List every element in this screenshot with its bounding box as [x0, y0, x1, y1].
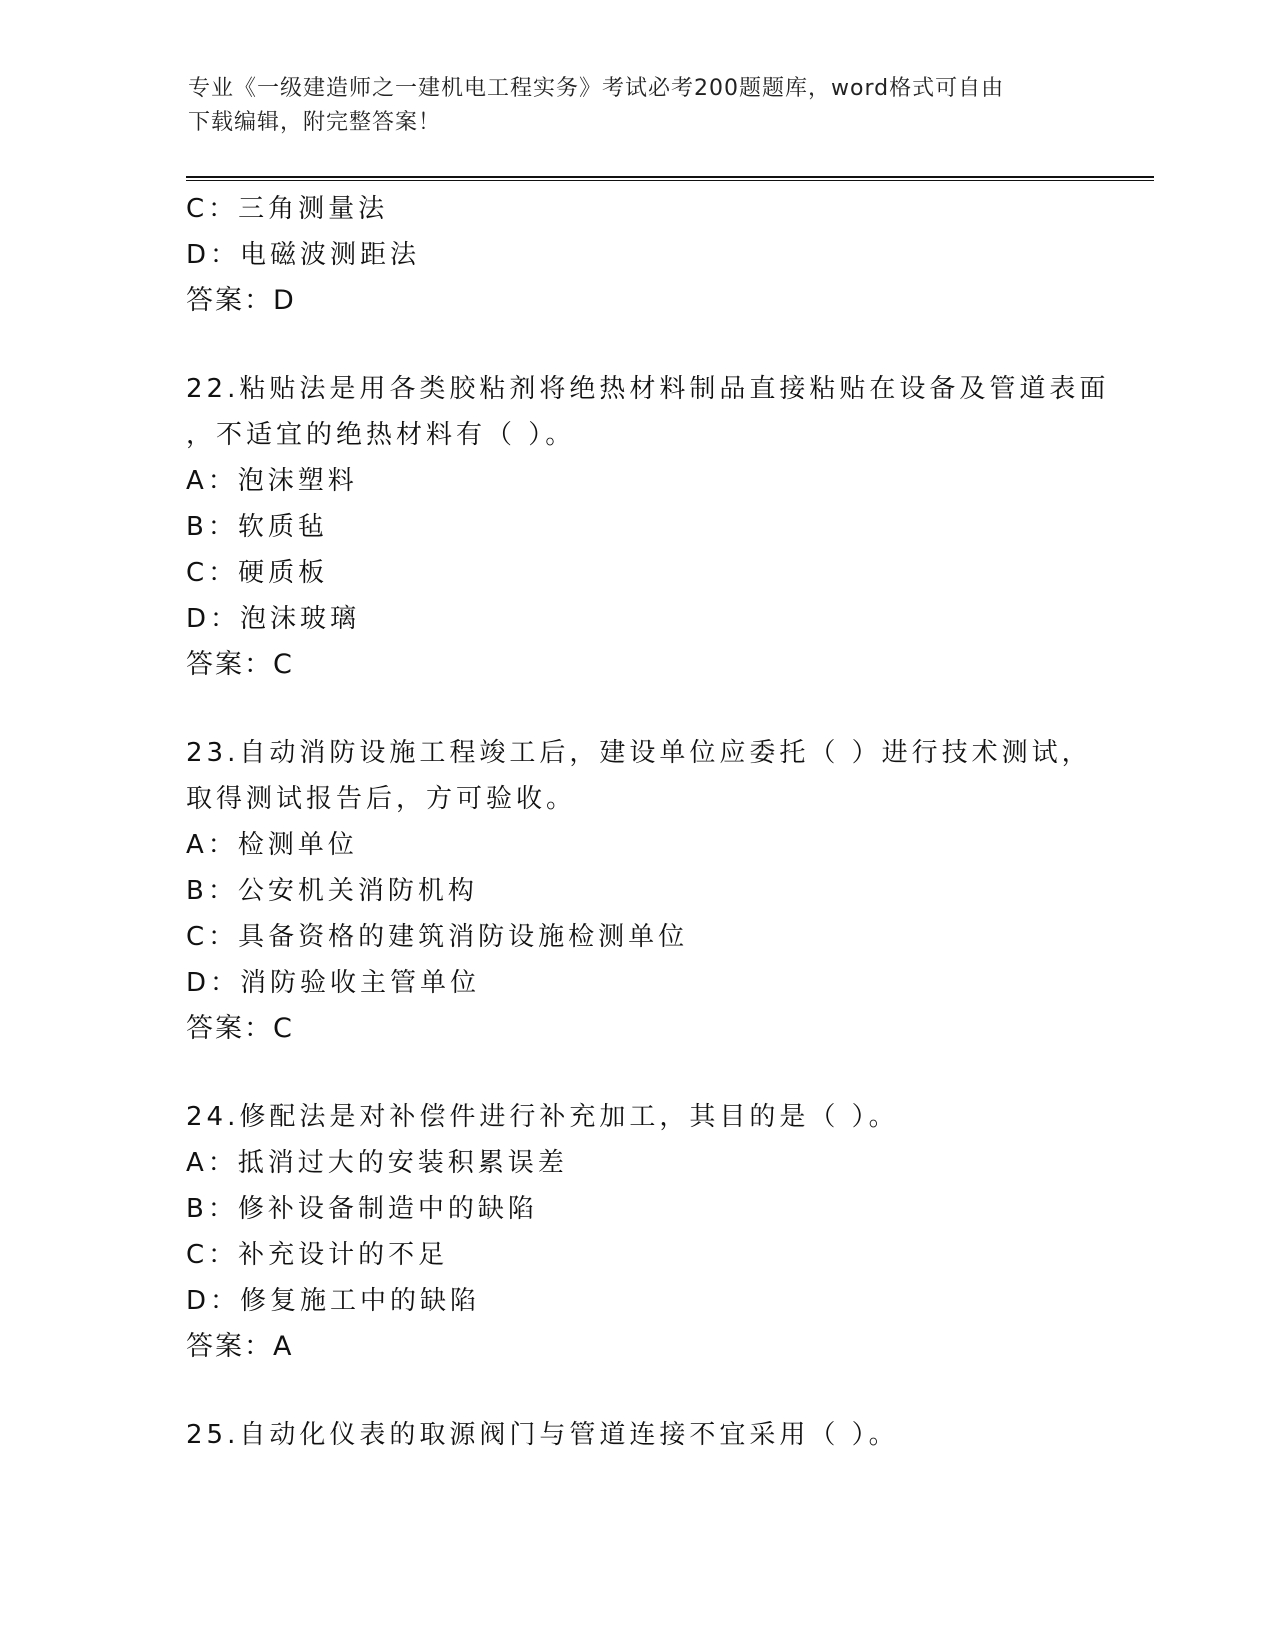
option-a: A：抵消过大的安装积累误差	[186, 1148, 568, 1178]
spacer	[186, 1370, 1106, 1412]
answer: 答案：C	[186, 1013, 294, 1044]
header-line-2: 下载编辑，附完整答案！	[188, 110, 442, 135]
question-22	[186, 366, 1110, 688]
option-c: C：补充设计的不足	[186, 1240, 449, 1270]
option-b: B：修补设备制造中的缺陷	[186, 1194, 538, 1224]
option-b: B：公安机关消防机构	[186, 876, 478, 906]
question-list	[186, 186, 1110, 1458]
header-line-1: 专业《一级建造师之一建机电工程实务》考试必考200题题库，word格式可自由	[188, 76, 1005, 101]
answer: 答案：D	[186, 285, 296, 316]
question-text: 23.自动消防设施工程竣工后，建设单位应委托（ ）进行技术测试，	[186, 738, 1092, 768]
question-24	[186, 1094, 1106, 1370]
question-text-continued: ，不适宜的绝热材料有（ ）。	[186, 420, 576, 450]
page-header	[188, 72, 1088, 140]
spacer	[186, 688, 1106, 730]
question-text: 24.修配法是对补偿件进行补充加工，其目的是（ ）。	[186, 1102, 899, 1132]
question-text: 22.粘贴法是用各类胶粘剂将绝热材料制品直接粘贴在设备及管道表面	[186, 374, 1110, 404]
question-21-tail	[186, 186, 1106, 324]
option-d: D：泡沫玻璃	[186, 604, 361, 634]
option-c: C：具备资格的建筑消防设施检测单位	[186, 922, 689, 952]
option-a: A：检测单位	[186, 830, 358, 860]
spacer	[186, 324, 1106, 366]
option-d: D：电磁波测距法	[186, 240, 421, 270]
answer: 答案：C	[186, 649, 294, 680]
option-d: D：修复施工中的缺陷	[186, 1286, 481, 1316]
option-b: B：软质毡	[186, 512, 328, 542]
header-divider	[186, 176, 1154, 181]
option-d: D：消防验收主管单位	[186, 968, 481, 998]
question-text-continued: 取得测试报告后，方可验收。	[186, 784, 577, 814]
option-c: C：硬质板	[186, 558, 329, 588]
option-a: A：泡沫塑料	[186, 466, 358, 496]
spacer	[186, 1052, 1106, 1094]
question-text: 25.自动化仪表的取源阀门与管道连接不宜采用（ ）。	[186, 1420, 899, 1450]
question-23	[186, 730, 1106, 1052]
question-25	[186, 1412, 1106, 1458]
answer: 答案：A	[186, 1331, 294, 1362]
option-c: C：三角测量法	[186, 194, 389, 224]
